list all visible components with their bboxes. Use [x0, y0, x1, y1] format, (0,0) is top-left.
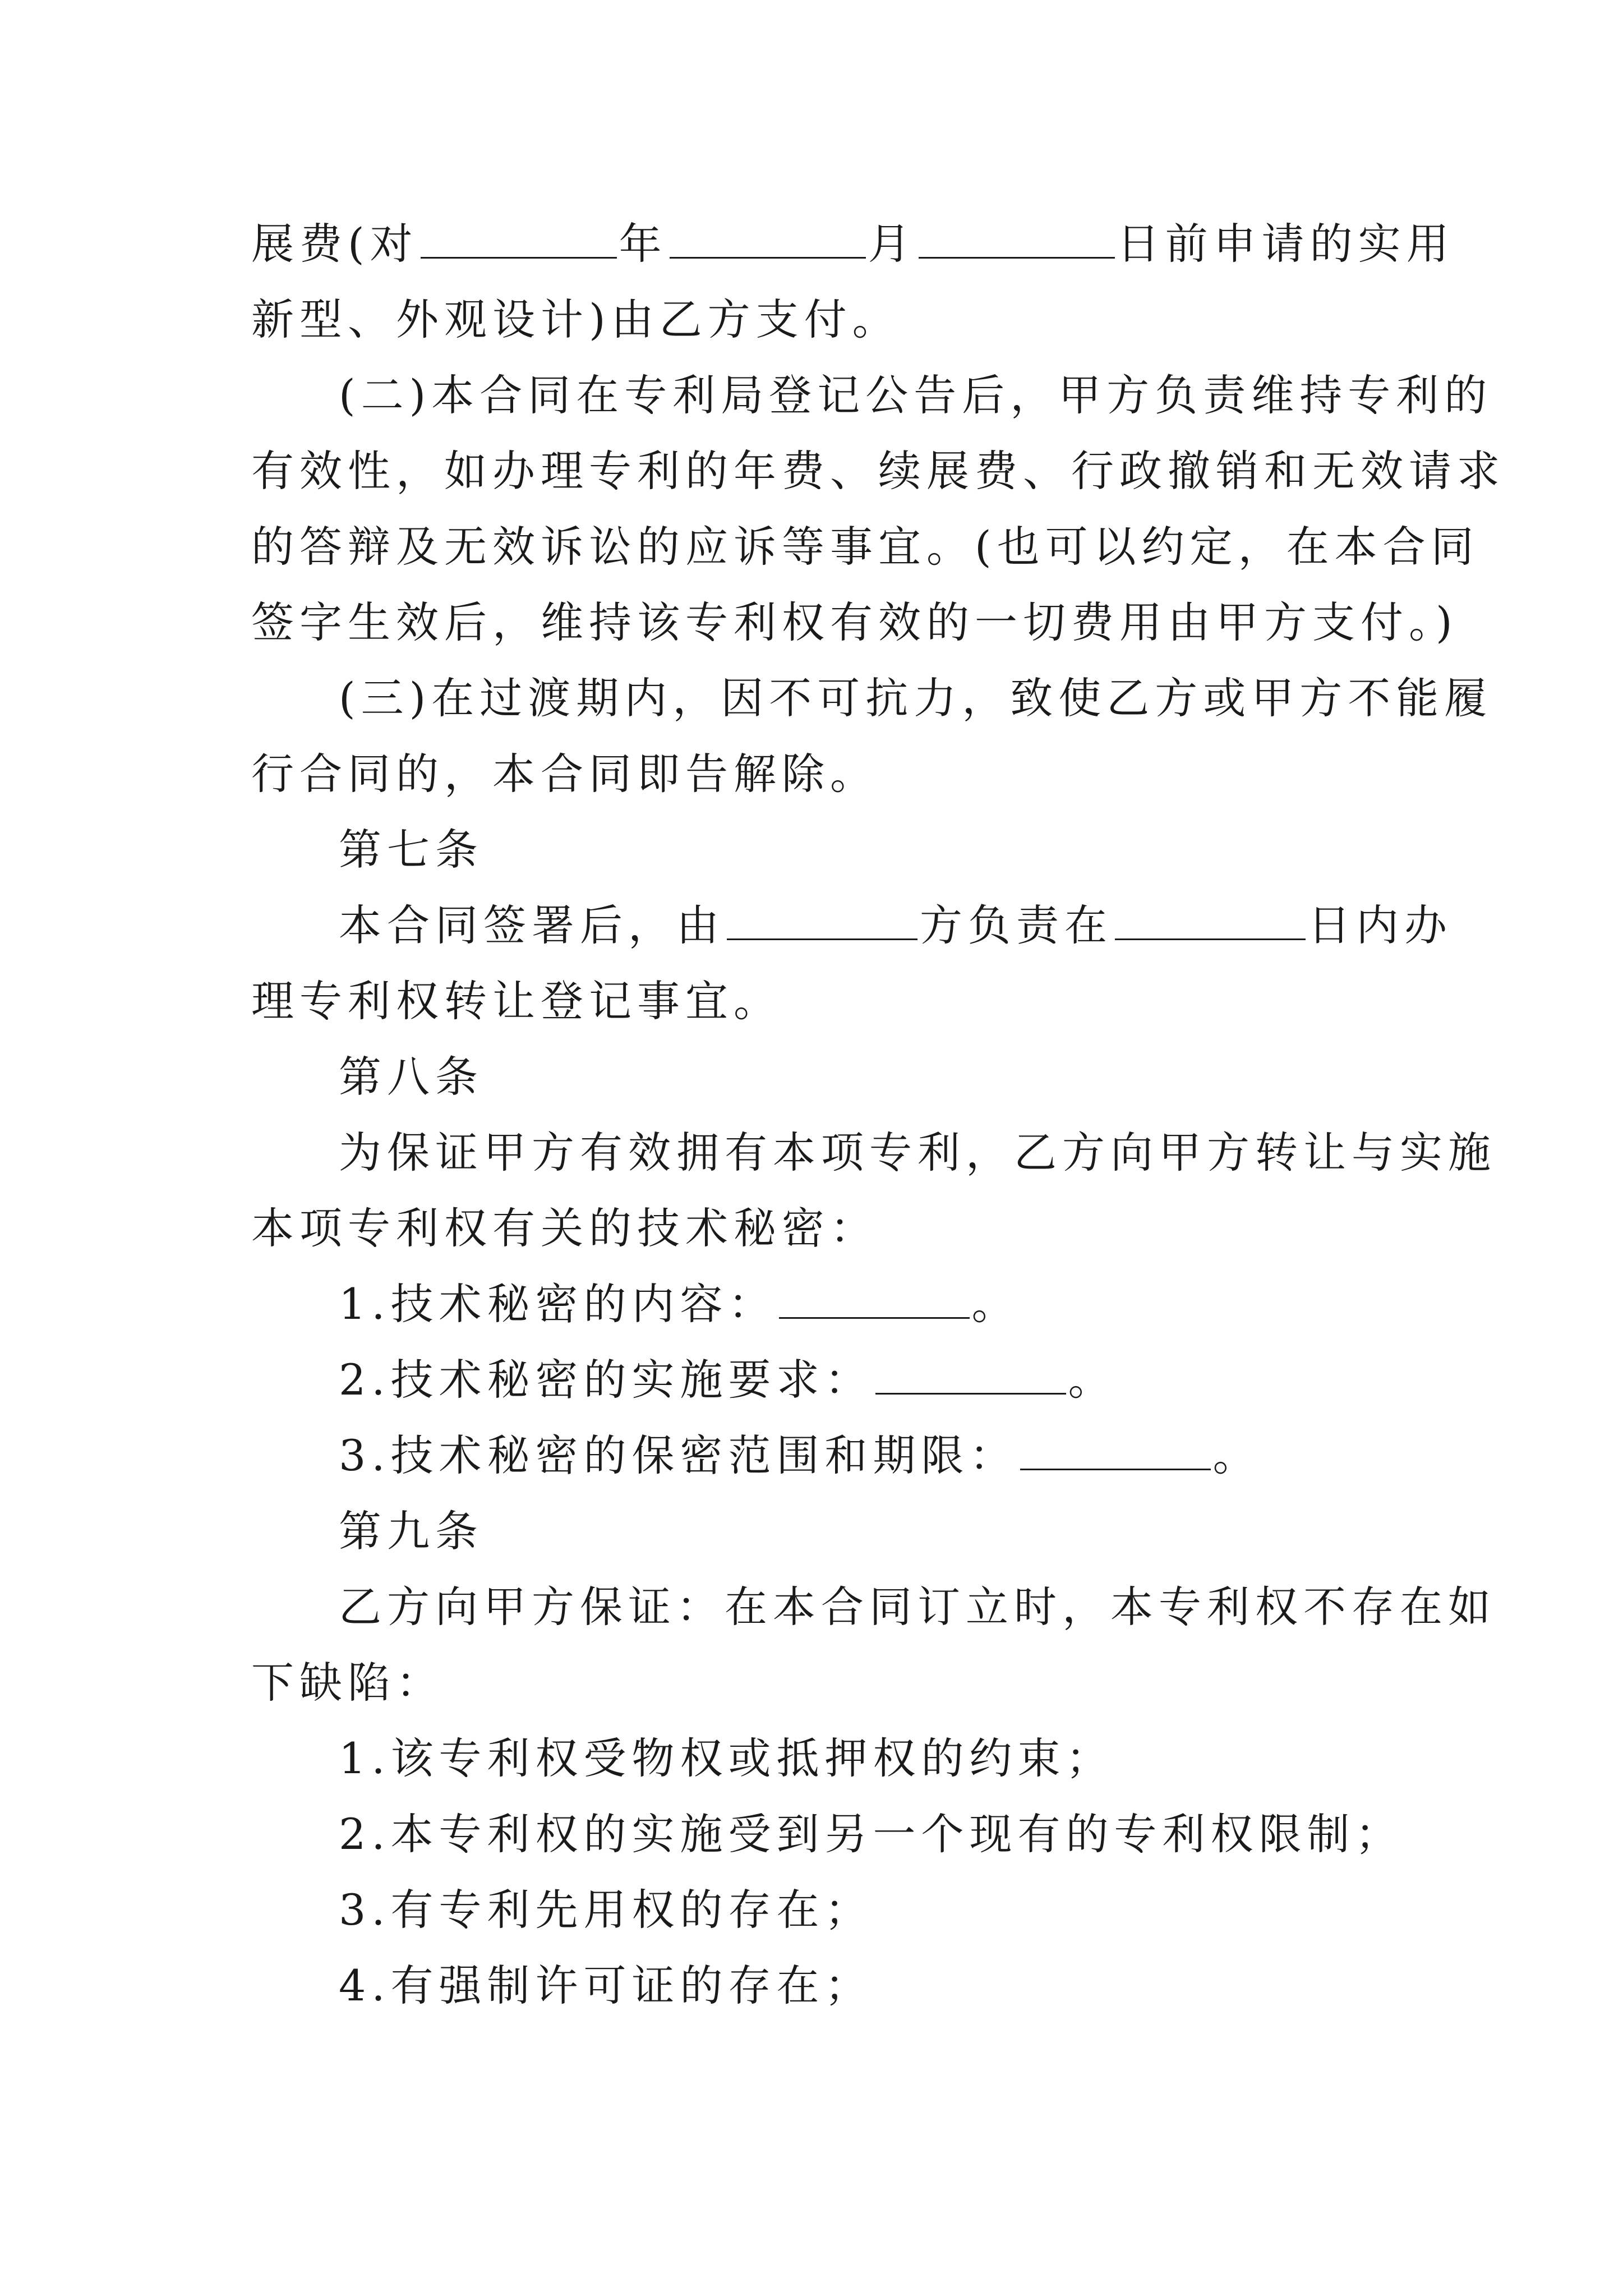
- text-segment: 1.技术秘密的内容：: [339, 1279, 777, 1329]
- paragraph-line: 理专利权转让登记事宜。: [251, 976, 782, 1026]
- fill-blank[interactable]: [421, 222, 617, 259]
- text-segment: 年: [619, 219, 667, 269]
- list-item: 2.本专利权的实施受到另一个现有的专利权限制；: [339, 1809, 1404, 1859]
- paragraph-line: 行合同的，本合同即告解除。: [251, 749, 878, 799]
- paragraph-line: 签字生效后，维持该专利权有效的一切费用由甲方支付。): [251, 597, 1458, 647]
- paragraph-line: 有效性，如办理专利的年费、续展费、行政撤销和无效请求: [251, 446, 1505, 496]
- text-segment: 方负责在: [920, 900, 1113, 950]
- list-item: [339, 1276, 1020, 1332]
- paragraph-line: 乙方向甲方保证：在本合同订立时，本专利权不存在如: [339, 1582, 1496, 1632]
- fill-blank[interactable]: [1115, 904, 1306, 940]
- list-item: [339, 1428, 1261, 1484]
- fill-blank[interactable]: [919, 222, 1115, 259]
- fill-blank[interactable]: [670, 222, 866, 259]
- article-heading: 第九条: [339, 1506, 483, 1556]
- fill-blank[interactable]: [727, 904, 917, 940]
- paragraph-line: 本项专利权有关的技术秘密：: [251, 1203, 878, 1253]
- list-item: 1.该专利权受物权或抵押权的约束；: [339, 1733, 1114, 1783]
- text-segment: 2.技术秘密的实施要求：: [339, 1355, 873, 1405]
- text-segment: 3.技术秘密的保密范围和期限：: [339, 1430, 1018, 1480]
- list-item: [339, 1352, 1117, 1408]
- fill-blank[interactable]: [875, 1358, 1066, 1395]
- text-segment: 本合同签署后，由: [339, 900, 725, 950]
- paragraph-line: 的答辩及无效诉讼的应诉等事宜。(也可以约定，在本合同: [251, 522, 1479, 572]
- list-item: 3.有专利先用权的存在；: [339, 1885, 873, 1935]
- fill-blank[interactable]: [1020, 1434, 1211, 1470]
- paragraph-line: (三)在过渡期内，因不可抗力，致使乙方或甲方不能履: [339, 673, 1493, 723]
- text-segment: 。: [1068, 1355, 1117, 1405]
- fill-blank[interactable]: [779, 1282, 970, 1319]
- list-item: 4.有强制许可证的存在；: [339, 1961, 873, 2010]
- paragraph-line: (二)本合同在专利局登记公告后，甲方负责维持专利的: [339, 370, 1493, 420]
- paragraph-line: [251, 216, 1455, 272]
- text-segment: 。: [971, 1279, 1020, 1329]
- text-segment: 日前申请的实用: [1117, 219, 1455, 269]
- article-heading: 第八条: [339, 1052, 483, 1102]
- article-heading: 第七条: [339, 825, 483, 875]
- text-segment: 日内办: [1308, 900, 1453, 950]
- text-segment: 。: [1212, 1430, 1261, 1480]
- paragraph-line: [339, 898, 1453, 954]
- paragraph-line: 为保证甲方有效拥有本项专利，乙方向甲方转让与实施: [339, 1128, 1496, 1177]
- text-segment: 展费(对: [251, 219, 418, 269]
- paragraph-line: 下缺陷：: [251, 1658, 444, 1708]
- text-segment: 月: [868, 219, 916, 269]
- paragraph-line: 新型、外观设计)由乙方支付。: [251, 295, 901, 344]
